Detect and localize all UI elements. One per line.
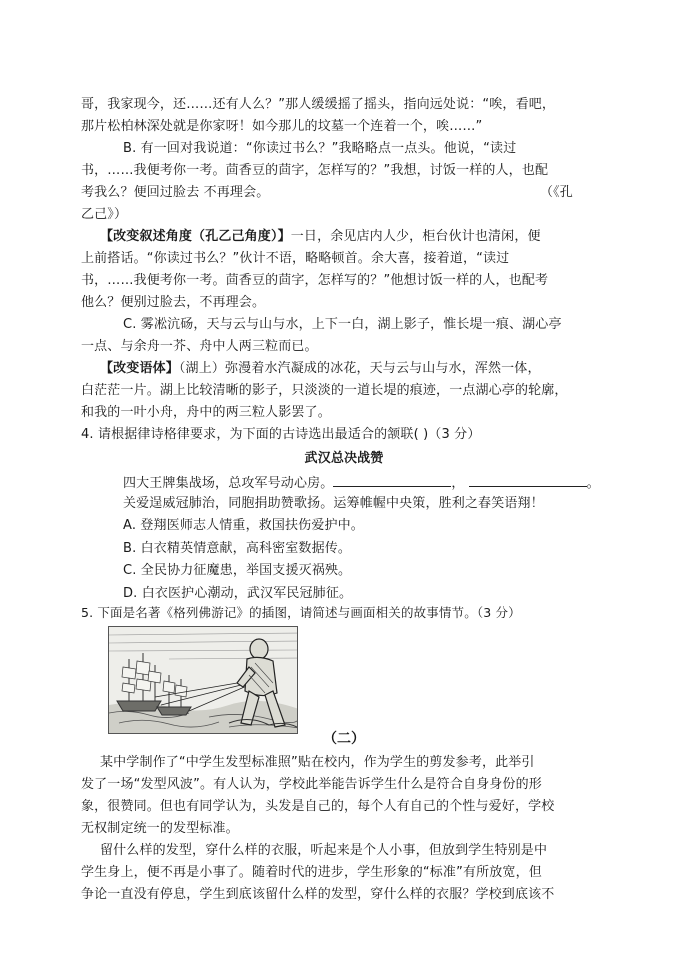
text-line: 书，……我便考你一考。茴香豆的茴字，怎样写的？”我想，讨饭一样的人，也配 bbox=[81, 163, 549, 178]
option-c: C. 全民协力征魔患，举国支援灭祸殃。 bbox=[123, 563, 352, 578]
paragraph-line: 学生身上，便不再是小事了。随着时代的进步，学生形象的“标准”有所放宽，但 bbox=[81, 865, 542, 880]
text-line: 那片松柏林深处就是你家呀！如今那儿的坟墓一个连着一个，唉……” bbox=[81, 119, 483, 134]
option-b-passage: B. 有一回对我说道：“你读过书么？”我略略点一点头。他说，“读过 bbox=[123, 141, 517, 156]
gulliver-illustration bbox=[108, 626, 298, 734]
narrative-change-paragraph: 【改变叙述角度（孔乙己角度）】一日，余见店内人少，柜台伙计也清闲，便 bbox=[100, 229, 541, 244]
narrative-change-tag: 【改变叙述角度（孔乙己角度）】 bbox=[100, 229, 291, 244]
poem-line-2: 关爱逞威冠肺治，同胞捐助赞歌扬。运筹帷幄中央策，胜利之春笑语翔！ bbox=[123, 496, 544, 511]
option-b: B. 白衣精英情意献，高科密室数据传。 bbox=[123, 541, 352, 556]
paragraph-line: 象，很赞同。但也有同学认为，头发是自己的，每个人有自己的个性与爱好，学校 bbox=[81, 799, 555, 814]
text-line: 一点、与余舟一芥、舟中人两三粒而已。 bbox=[81, 339, 318, 354]
text-line: 白茫茫一片。湖上比较清晰的影子，只淡淡的一道长堤的痕迹，一点湖心亭的轮廓， bbox=[81, 383, 568, 398]
poem-line-1: 四大王牌集战场，总攻军号动心房。 ， 。 bbox=[123, 473, 600, 493]
text-line: 上前搭话。“你读过书么？”伙计不语，略略顿首。余大喜，接着道，“读过 bbox=[81, 251, 510, 266]
section-two-heading: （二） bbox=[323, 731, 365, 747]
text-line: 哥，我家现今，还……还有人么？”那人缓缓摇了摇头，指向远处说：“唉，看吧， bbox=[81, 97, 556, 112]
text-line: 他么？便别过脸去，不再理会。 bbox=[81, 295, 266, 310]
question-4: 4. 请根据律诗格律要求，为下面的古诗选出最适合的颔联( )（3 分） bbox=[81, 427, 481, 442]
answer-blank[interactable] bbox=[333, 473, 451, 487]
register-change-paragraph: 【改变语体】（湖上）弥漫着水汽凝成的冰花，天与云与山与水，浑然一体， bbox=[100, 361, 541, 376]
option-c-passage: C. 雾凇沆砀，天与云与山与水，上下一白，湖上影子，惟长堤一痕、湖心亭 bbox=[123, 317, 562, 332]
paragraph-line: 某中学制作了“中学生发型标准照”贴在校内，作为学生的剪发参考，此举引 bbox=[100, 755, 535, 770]
register-change-tag: 【改变语体】 bbox=[100, 361, 179, 376]
option-a: A. 登翔医师志人情重，救国扶伤爱护中。 bbox=[123, 518, 364, 533]
text-line: 书，……我便考你一考。茴香豆的茴字，怎样写的？”他想讨饭一样的人，也配考 bbox=[81, 273, 549, 288]
text-line: 和我的一叶小舟，舟中的两三粒人影罢了。 bbox=[81, 405, 331, 420]
poem-title: 武汉总决战赞 bbox=[304, 451, 384, 466]
paragraph-line: 发了一场“发型风波”。有人认为，学校此举能告诉学生什么是符合自身身份的形 bbox=[81, 777, 542, 792]
text-line: 考我么？便回过脸去 不再理会。 bbox=[81, 185, 270, 200]
paragraph-line: 无权制定统一的发型标准。 bbox=[81, 821, 239, 836]
option-d: D. 白衣医护心潮动，武汉军民冠肺征。 bbox=[123, 586, 353, 601]
paragraph-line: 争论一直没有停息，学生到底该留什么样的发型，穿什么样的衣服？学校到底该不 bbox=[81, 887, 555, 902]
question-5: 5. 下面是名著《格列佛游记》的插图，请简述与画面相关的故事情节。（3 分） bbox=[81, 605, 521, 620]
citation: （《孔 bbox=[540, 185, 573, 200]
paragraph-line: 留什么样的发型，穿什么样的衣服，听起来是个人小事，但放到学生特别是中 bbox=[100, 843, 548, 858]
answer-blank[interactable] bbox=[469, 473, 587, 487]
text-line: 乙己》） bbox=[81, 207, 128, 222]
gulliver-towing-fleet-icon bbox=[109, 627, 298, 734]
